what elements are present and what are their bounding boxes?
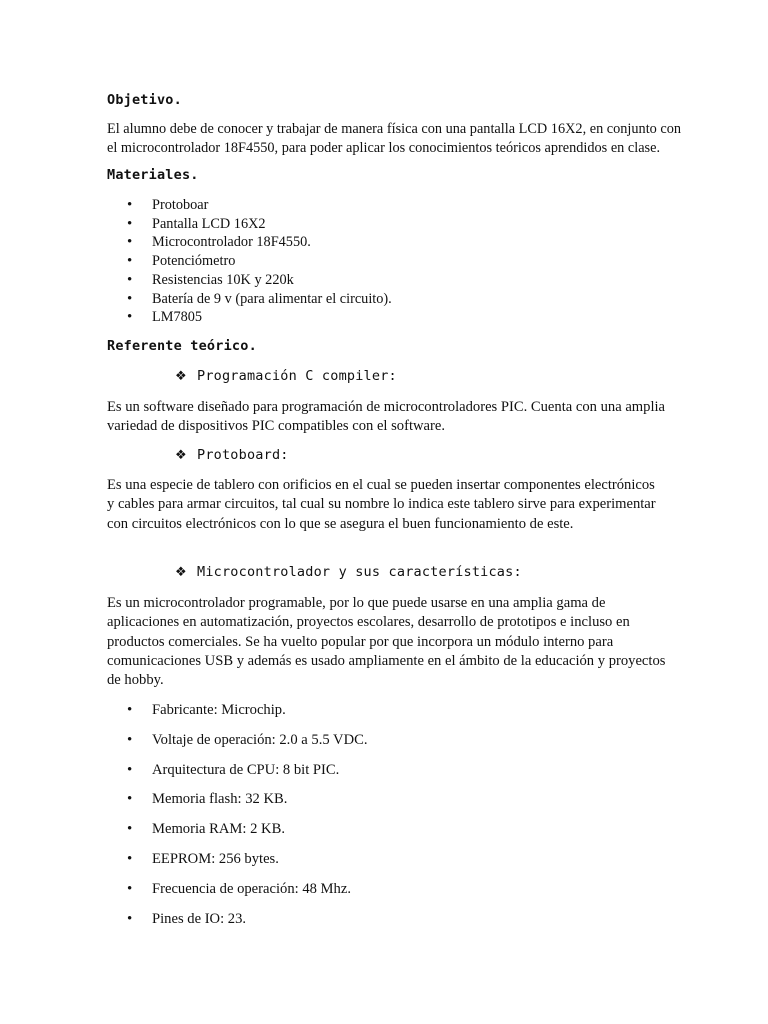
- list-item: • Memoria RAM: 2 KB.: [127, 815, 368, 845]
- diamond-bullet-icon: ❖: [175, 369, 187, 384]
- list-item: • Pines de IO: 23.: [127, 905, 368, 935]
- list-item: • LM7805: [127, 308, 392, 327]
- list-item: • Voltaje de operación: 2.0 a 5.5 VDC.: [127, 726, 368, 756]
- list-item: • Fabricante: Microchip.: [127, 696, 368, 726]
- section-title-text: Microcontrolador y sus características:: [197, 564, 522, 580]
- objetivo-heading: Objetivo.: [107, 92, 182, 108]
- section-text-microcontrolador: Es un microcontrolador programable, por lo que puede usarse en una amplia gama de aplicaciones en automatización, proyectos escolares, desarrollo de prototipos e incluso en productos comerciales. Se ha vuelto popular por que incorpora un módulo interno para comunicaciones USB y además es usado ampliamente en el ámbito de la educación y proyectos de hobby.: [107, 595, 666, 689]
- caracteristicas-list: [127, 696, 368, 934]
- list-item: • Batería de 9 v (para alimentar el circuito).: [127, 290, 392, 309]
- section-title-text: Programación C compiler:: [197, 368, 397, 384]
- list-item: • EEPROM: 256 bytes.: [127, 845, 368, 875]
- list-item: • Pantalla LCD 16X2: [127, 215, 392, 234]
- materiales-heading: Materiales.: [107, 167, 199, 183]
- section-title-text: Protoboard:: [197, 447, 289, 463]
- list-item: • Arquitectura de CPU: 8 bit PIC.: [127, 756, 368, 786]
- list-item: • Protoboar: [127, 196, 392, 215]
- section-title-compiler: [175, 368, 397, 384]
- list-item: • Memoria flash: 32 KB.: [127, 785, 368, 815]
- list-item: • Microcontrolador 18F4550.: [127, 233, 392, 252]
- referente-heading: Referente teórico.: [107, 338, 257, 354]
- materiales-list: [127, 196, 392, 327]
- section-title-protoboard: [175, 447, 289, 463]
- section-title-microcontrolador: [175, 564, 522, 580]
- list-item: • Potenciómetro: [127, 252, 392, 271]
- list-item: • Resistencias 10K y 220k: [127, 271, 392, 290]
- objetivo-text: El alumno debe de conocer y trabajar de manera física con una pantalla LCD 16X2, en conjunto con el microcontrolador 18F4550, para poder aplicar los conocimientos teóricos aprendidos en clase.: [107, 121, 682, 156]
- diamond-bullet-icon: ❖: [175, 448, 187, 463]
- diamond-bullet-icon: ❖: [175, 565, 187, 580]
- list-item: • Frecuencia de operación: 48 Mhz.: [127, 875, 368, 905]
- section-text-compiler: Es un software diseñado para programación de microcontroladores PIC. Cuenta con una amplia variedad de dispositivos PIC compatibles con el software.: [107, 399, 666, 435]
- section-text-protoboard: Es una especie de tablero con orificios en el cual se pueden insertar componentes electrónicos y cables para armar circuitos, tal cual su nombre lo indica este tablero sirve para experimentar con circuitos electrónicos con lo que se asegura el buen funcionamiento de este.: [107, 477, 656, 532]
